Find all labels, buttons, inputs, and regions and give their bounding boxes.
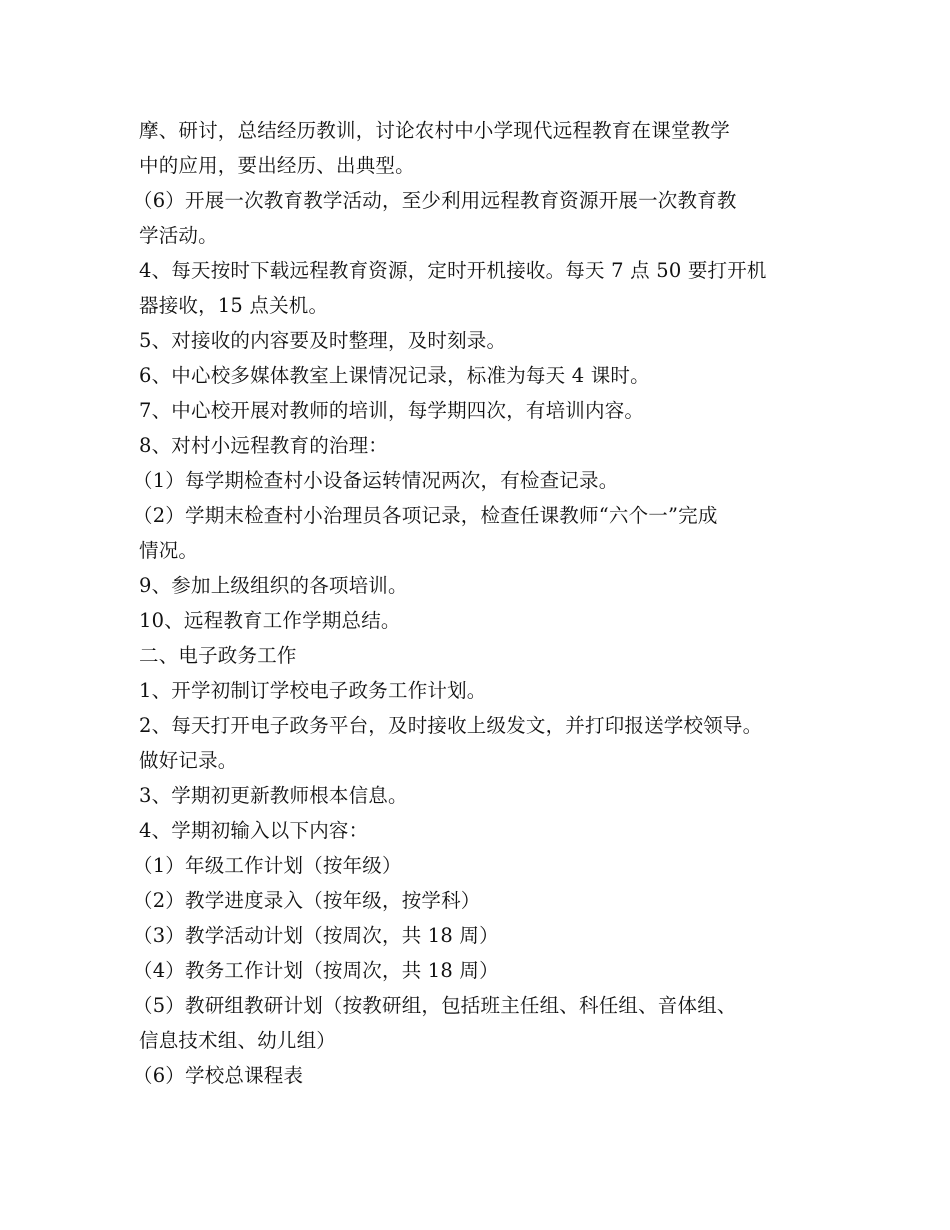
text-line: （6）开展一次教育教学活动，至少利用远程教育资源开展一次教育教	[133, 189, 737, 212]
text-line: 6、中心校多媒体教室上课情况记录，标准为每天 4 课时。	[139, 364, 650, 387]
text-line: （1）年级工作计划（按年级）	[133, 854, 402, 877]
text-line: 2、每天打开电子政务平台，及时接收上级发文，并打印报送学校领导。	[139, 714, 763, 737]
text-line: （6）学校总课程表	[133, 1064, 304, 1087]
text-line: 8、对村小远程教育的治理：	[139, 434, 389, 457]
text-line: 1、开学初制订学校电子政务工作计划。	[139, 679, 487, 702]
text-line: 10、远程教育工作学期总结。	[139, 609, 401, 632]
text-line: （3）教学活动计划（按周次，共 18 周）	[133, 924, 499, 947]
text-line: （2）学期末检查村小治理员各项记录，检查任课教师“六个一”完成	[133, 504, 718, 527]
text-line: 3、学期初更新教师根本信息。	[139, 784, 408, 807]
text-line: （1）每学期检查村小设备运转情况两次，有检查记录。	[133, 469, 619, 492]
text-line: （2）教学进度录入（按年级，按学科）	[133, 889, 481, 912]
text-line: 器接收，15 点关机。	[139, 294, 329, 317]
section-heading: 二、电子政务工作	[139, 644, 297, 667]
text-line: 5、对接收的内容要及时整理，及时刻录。	[139, 329, 507, 352]
text-line: （4）教务工作计划（按周次，共 18 周）	[133, 959, 499, 982]
text-line: 信息技术组、幼儿组）	[139, 1029, 337, 1052]
text-line: 情况。	[139, 539, 199, 562]
text-line: 做好记录。	[139, 749, 238, 772]
text-line: 4、每天按时下载远程教育资源，定时开机接收。每天 7 点 50 要打开机	[139, 259, 767, 282]
text-line: 摩、研讨，总结经历教训，讨论农村中小学现代远程教育在课堂教学	[139, 119, 731, 142]
text-line: 中的应用，要出经历、出典型。	[139, 154, 415, 177]
text-line: 9、参加上级组织的各项培训。	[139, 574, 408, 597]
text-line: 4、学期初输入以下内容：	[139, 819, 369, 842]
text-line: （5）教研组教研计划（按教研组，包括班主任组、科任组、音体组、	[133, 994, 737, 1017]
text-line: 学活动。	[139, 224, 218, 247]
document-body	[133, 113, 839, 1093]
text-line: 7、中心校开展对教师的培训，每学期四次，有培训内容。	[139, 399, 645, 422]
